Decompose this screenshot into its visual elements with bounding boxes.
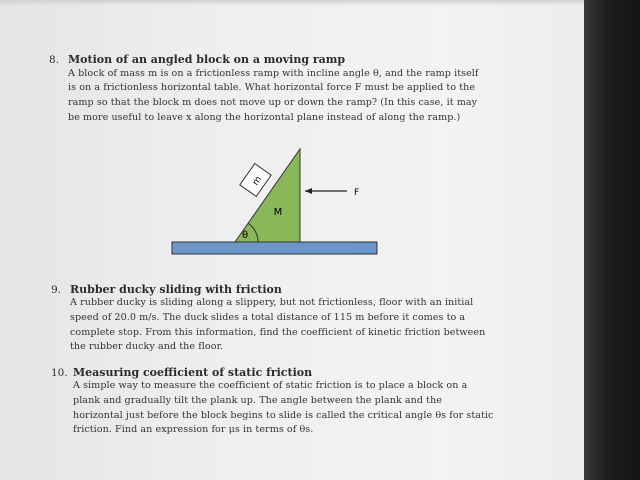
problem-text-line: the rubber ducky and the floor.: [70, 341, 224, 352]
problem-title: Measuring coefficient of static friction: [73, 366, 313, 379]
problem-text-line: speed of 20.0 m/s. The duck slides a total distance of 115 m before it comes to a: [70, 312, 466, 323]
problem-number: 9.: [51, 284, 62, 296]
problem-title: Rubber ducky sliding with friction: [70, 283, 282, 296]
problem-text-line: ramp so that the block m does not move up or down the ramp? (In this case, it may: [68, 97, 478, 108]
problem-text-line: A simple way to measure the coefficient of static friction is to place a block on a: [73, 380, 468, 391]
ramp-diagram: [165, 140, 385, 262]
problem-number: 8.: [49, 54, 60, 66]
problem-title: Motion of an angled block on a moving ramp: [68, 53, 346, 66]
problem-number: 10.: [51, 367, 68, 379]
problem-text-line: complete stop. From this information, find the coefficient of kinetic friction between: [70, 327, 486, 338]
problem-text-line: be more useful to leave x along the horizontal plane instead of along the ramp.): [68, 112, 461, 123]
table-surface: [172, 242, 377, 254]
monitor-bezel: [584, 0, 640, 480]
ramp-wedge: [235, 149, 300, 242]
problem-text-line: horizontal just before the block begins to slide is called the critical angle θs for static: [73, 410, 494, 421]
problem-text-line: plank and gradually tilt the plank up. The angle between the plank and the: [73, 395, 443, 406]
force-arrowhead: [305, 188, 312, 194]
problem-text-line: A block of mass m is on a frictionless ramp with incline angle θ, and the ramp itself: [68, 68, 479, 79]
block-label: m: [251, 174, 265, 188]
problem-text-line: friction. Find an expression for μs in terms of θs.: [73, 424, 314, 435]
problem-text-line: is on a frictionless horizontal table. What horizontal force F must be applied to the: [68, 82, 476, 93]
ramp-label: M: [273, 207, 283, 218]
problem-text-line: A rubber ducky is sliding along a slippery, but not frictionless, floor with an initial: [70, 297, 474, 308]
force-label: F: [354, 188, 360, 198]
page-top-edge: [0, 0, 590, 6]
angle-label: θ: [241, 230, 249, 241]
